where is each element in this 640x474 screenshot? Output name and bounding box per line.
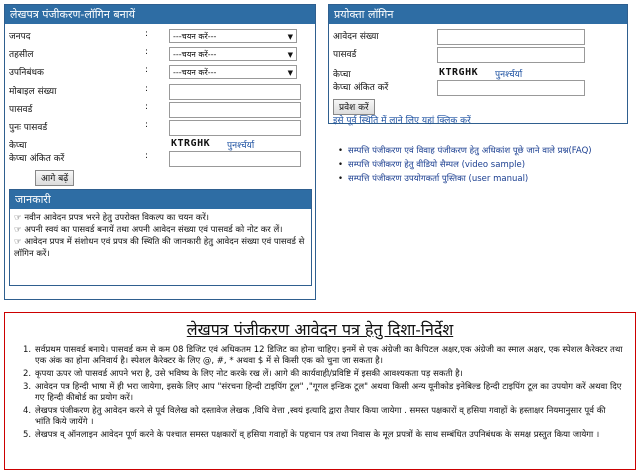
tehsil-row: [5, 47, 315, 63]
instruction-number: 1.: [23, 345, 32, 355]
login-password-row: [329, 47, 627, 65]
login-captcha-label: केप्चा: [333, 70, 351, 80]
bullet-icon: •: [338, 160, 344, 170]
repeat-password-row: [5, 120, 315, 138]
repeat-password-input[interactable]: [169, 120, 301, 136]
captcha-enter-label: केप्चा अंकित करें: [9, 154, 65, 164]
chevron-down-icon: ▼: [287, 33, 293, 41]
guide-links: [338, 145, 630, 187]
instructions-box: [4, 312, 636, 470]
instruction-item: [23, 382, 623, 404]
login-captcha-image: KTRGHK: [439, 67, 479, 78]
instruction-text: लेखपत्र पंजीकरण हेतु आवेदन करने से पूर्व विलेख को दस्तावेज लेखक ,विधि वेत्ता ,स्वयं इत्यादि द्वारा तैयार किया जायेगा . समस्त पक्षकारों व् हसिया गवाहों के हस्ताक्षर नियमानुसार पूर्व की भांति किये जायेंगे ।: [35, 406, 606, 427]
colon: :: [145, 151, 149, 161]
subregistrar-row: [5, 65, 315, 81]
user-manual-link[interactable]: [338, 173, 630, 185]
captcha-label: केप्चा: [9, 141, 27, 151]
repeat-password-label: पुनः पासवर्ड: [9, 123, 48, 133]
instruction-text: कृपया ऊपर जो पासवर्ड आपने भरा है, उसे भविष्य के लिए नोट करके रख लें। आगे की कार्यवाही/प्रविष्टि में इसकी आवश्यकता पड़ सकती है।: [35, 369, 463, 379]
colon: :: [145, 84, 149, 94]
app-no-input[interactable]: [437, 29, 585, 45]
instruction-item: [23, 345, 623, 367]
tehsil-select-value: ---चयन करें---: [173, 50, 217, 59]
instructions-list: [23, 345, 623, 443]
captcha-refresh-link[interactable]: पुनर्श्चर्या: [227, 141, 255, 151]
captcha-row: [5, 138, 315, 152]
next-button[interactable]: आगे बढ़ें: [35, 170, 74, 186]
instruction-text: आवेदन पत्र हिन्दी भाषा में ही भरा जायेगा, इसके लिए आप "संरचना हिन्दी टाइपिंग टूल" ,"गूगल इन्डिक टूल" अथवा किसी अन्य यूनीकोड इनेबिल्ड हिन्दी टाइपिंग टूल का उपयोग करें अथवा दिए गए हिन्दी कीबोर्ड का प्रयोग करें।: [35, 382, 622, 403]
captcha-enter-row: [5, 151, 315, 169]
login-captcha-input[interactable]: [437, 80, 585, 96]
subregistrar-label: उपनिबंधक: [9, 68, 44, 78]
district-select-value: ---चयन करें---: [173, 32, 217, 41]
login-app-no-row: [329, 29, 627, 47]
info-item: ☞ नवीन आवेदन प्रपत्र भरने हेतु उपरोक्त विकल्प का चयन करें।: [14, 213, 210, 223]
login-password-input[interactable]: [437, 47, 585, 63]
instruction-item: [23, 369, 623, 380]
instruction-number: 2.: [23, 369, 32, 379]
subregistrar-select-value: ---चयन करें---: [173, 68, 217, 77]
district-select[interactable]: [169, 29, 297, 43]
colon: :: [145, 65, 149, 75]
registration-panel: [4, 4, 316, 300]
password-input[interactable]: [169, 102, 301, 118]
instruction-text: सर्वप्रथम पासवर्ड बनाये। पासवर्ड कम से कम 08 डिजिट एवं अधिकतम 12 डिजिट का होना चाहिए। इनमें से एक अंग्रेजी का कैपिटल अक्षर,एक अंग्रेजी का स्माल अक्षर, एक स्पेशल कैरेक्टर तथा एक अंक का होना अनिवार्य है। स्पेशल कैरेक्टर के लिए @, #, * अथवा $ में से किसी एक को चुना जा सकता है।: [35, 345, 623, 366]
captcha-input[interactable]: [169, 151, 301, 167]
app-no-label: आवेदन संख्या: [333, 32, 379, 42]
instruction-number: 5.: [23, 430, 32, 440]
subregistrar-select[interactable]: [169, 65, 297, 79]
faq-link[interactable]: [338, 145, 630, 157]
user-login-panel: [328, 4, 628, 124]
login-password-label: पासवर्ड: [333, 50, 357, 60]
colon: :: [145, 29, 149, 39]
district-row: [5, 29, 315, 45]
chevron-down-icon: ▼: [287, 51, 293, 59]
login-captcha-enter-row: [329, 80, 627, 98]
instructions-title: लेखपत्र पंजीकरण आवेदन पत्र हेतु दिशा-निर्देश: [186, 320, 454, 339]
info-title: जानकारी: [10, 190, 311, 209]
instruction-number: 4.: [23, 406, 32, 416]
captcha-image: KTRGHK: [171, 138, 211, 149]
info-item: ☞ अपनी स्वयं का पासवर्ड बनायें तथा अपनी आवेदन संख्या एवं पासवर्ड को नोट कर लें।: [14, 225, 283, 235]
password-label: पासवर्ड: [9, 105, 33, 115]
login-button[interactable]: प्रवेश करें: [333, 99, 375, 115]
password-row: [5, 102, 315, 120]
login-captcha-refresh-link[interactable]: पुनर्श्चर्या: [495, 70, 523, 80]
faq-link-text: सम्पत्ति पंजीकरण एवं विवाह पंजीकरण हेतु अधिकांश पूछे जाने वाले प्रश्न(FAQ): [348, 146, 592, 156]
info-box: [9, 189, 312, 286]
instruction-number: 3.: [23, 382, 32, 392]
mobile-input[interactable]: [169, 84, 301, 100]
instruction-item: [23, 406, 623, 428]
video-sample-link[interactable]: [338, 159, 630, 171]
mobile-label: मोबाइल संख्या: [9, 87, 57, 97]
mobile-row: [5, 84, 315, 102]
colon: :: [145, 102, 149, 112]
chevron-down-icon: ▼: [287, 69, 293, 77]
login-captcha-enter-label: केप्चा अंकित करें: [333, 83, 389, 93]
video-sample-link-text: सम्पत्ति पंजीकरण हेतु वीडियो सैम्पल (video sample): [348, 160, 526, 170]
registration-panel-title: लेखपत्र पंजीकरण-लॉगिन बनायें: [5, 5, 315, 24]
info-item: ☞ आवेदन प्रपत्र में संशोधन एवं प्रपत्र की स्थिति की जानकारी हेतु आवेदन संख्या एवं पासवर्ड से लॉगिन करें।: [14, 237, 305, 259]
restore-link[interactable]: इसे पूर्व स्थिति में लाने लिए यहां क्लिक करें: [333, 116, 471, 126]
colon: :: [145, 47, 149, 57]
colon: :: [145, 120, 149, 130]
bullet-icon: •: [338, 174, 344, 184]
instruction-item: [23, 430, 623, 441]
user-login-title: प्रयोक्ता लॉगिन: [329, 5, 627, 24]
tehsil-label: तहसील: [9, 50, 34, 60]
tehsil-select[interactable]: [169, 47, 297, 61]
user-manual-link-text: सम्पत्ति पंजीकरण उपयोगकर्ता पुस्तिका (user manual): [348, 174, 529, 184]
district-label: जनपद: [9, 32, 31, 42]
bullet-icon: •: [338, 146, 344, 156]
instruction-text: लेखपत्र व् ऑनलाइन आवेदन पूर्ण करने के पश्चात समस्त पक्षकारों व् हसिया गवाहों के पहचान पत्र तथा निवास के मूल प्रपत्रों के साथ सम्बंधित उपनिबंधक के समक्ष प्रस्तुत किया जायेगा ।: [35, 430, 600, 440]
login-captcha-row: [329, 67, 627, 81]
